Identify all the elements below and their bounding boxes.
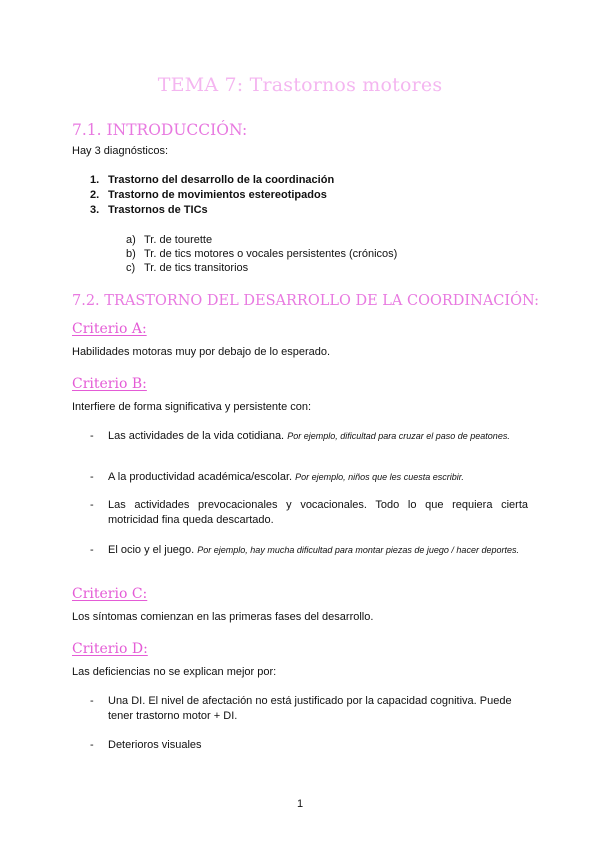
section-heading-coordinacion: 7.2. TRASTORNO DEL DESARROLLO DE LA COORDINACIÓN:	[72, 293, 540, 309]
criterio-c-heading: Criterio C:	[72, 586, 148, 602]
list-item: - Las actividades prevocacionales y vocacionales. Todo lo que requiera cierta motricidad fina queda descartado.	[90, 499, 528, 526]
criterio-c-text: Los síntomas comienzan en las primeras fases del desarrollo.	[72, 611, 374, 623]
tic-item: c) Tr. de tics transitorios	[126, 262, 249, 274]
document-title: TEMA 7: Trastornos motores	[157, 74, 443, 96]
list-item: - El ocio y el juego. Por ejemplo, hay mucha dificultad para montar piezas de juego / hacer deportes.	[90, 544, 519, 556]
diagnosis-item: 2. Trastorno de movimientos estereotipados	[90, 189, 327, 201]
list-item: - A la productividad académica/escolar. Por ejemplo, niños que les cuesta escribir.	[90, 471, 464, 483]
tic-item: b) Tr. de tics motores o vocales persistentes (crónicos)	[126, 248, 398, 260]
list-item: - Una DI. El nivel de afectación no está justificado por la capacidad cognitiva. Puede tener trastorno motor + DI.	[90, 695, 512, 722]
criterio-b-intro: Interfiere de forma significativa y persistente con:	[72, 401, 312, 413]
page-number: 1	[296, 798, 304, 810]
criterio-a-heading: Criterio A:	[72, 321, 147, 337]
criterio-a-text: Habilidades motoras muy por debajo de lo esperado.	[72, 346, 331, 358]
diagnosis-item: 1. Trastorno del desarrollo de la coordinación	[90, 174, 335, 186]
criterio-b-heading: Criterio B:	[72, 376, 147, 392]
diagnosis-item: 3. Trastornos de TICs	[90, 204, 208, 216]
list-item: - Deterioros visuales	[90, 739, 202, 751]
criterio-d-heading: Criterio D:	[72, 641, 148, 657]
tic-item: a) Tr. de tourette	[126, 234, 213, 246]
list-item: - Las actividades de la vida cotidiana. Por ejemplo, dificultad para cruzar el paso de peatones.	[90, 430, 510, 442]
section-heading-introduccion: 7.1. INTRODUCCIÓN:	[72, 121, 248, 139]
criterio-d-intro: Las deficiencias no se explican mejor por:	[72, 666, 277, 678]
intro-text: Hay 3 diagnósticos:	[72, 145, 168, 157]
